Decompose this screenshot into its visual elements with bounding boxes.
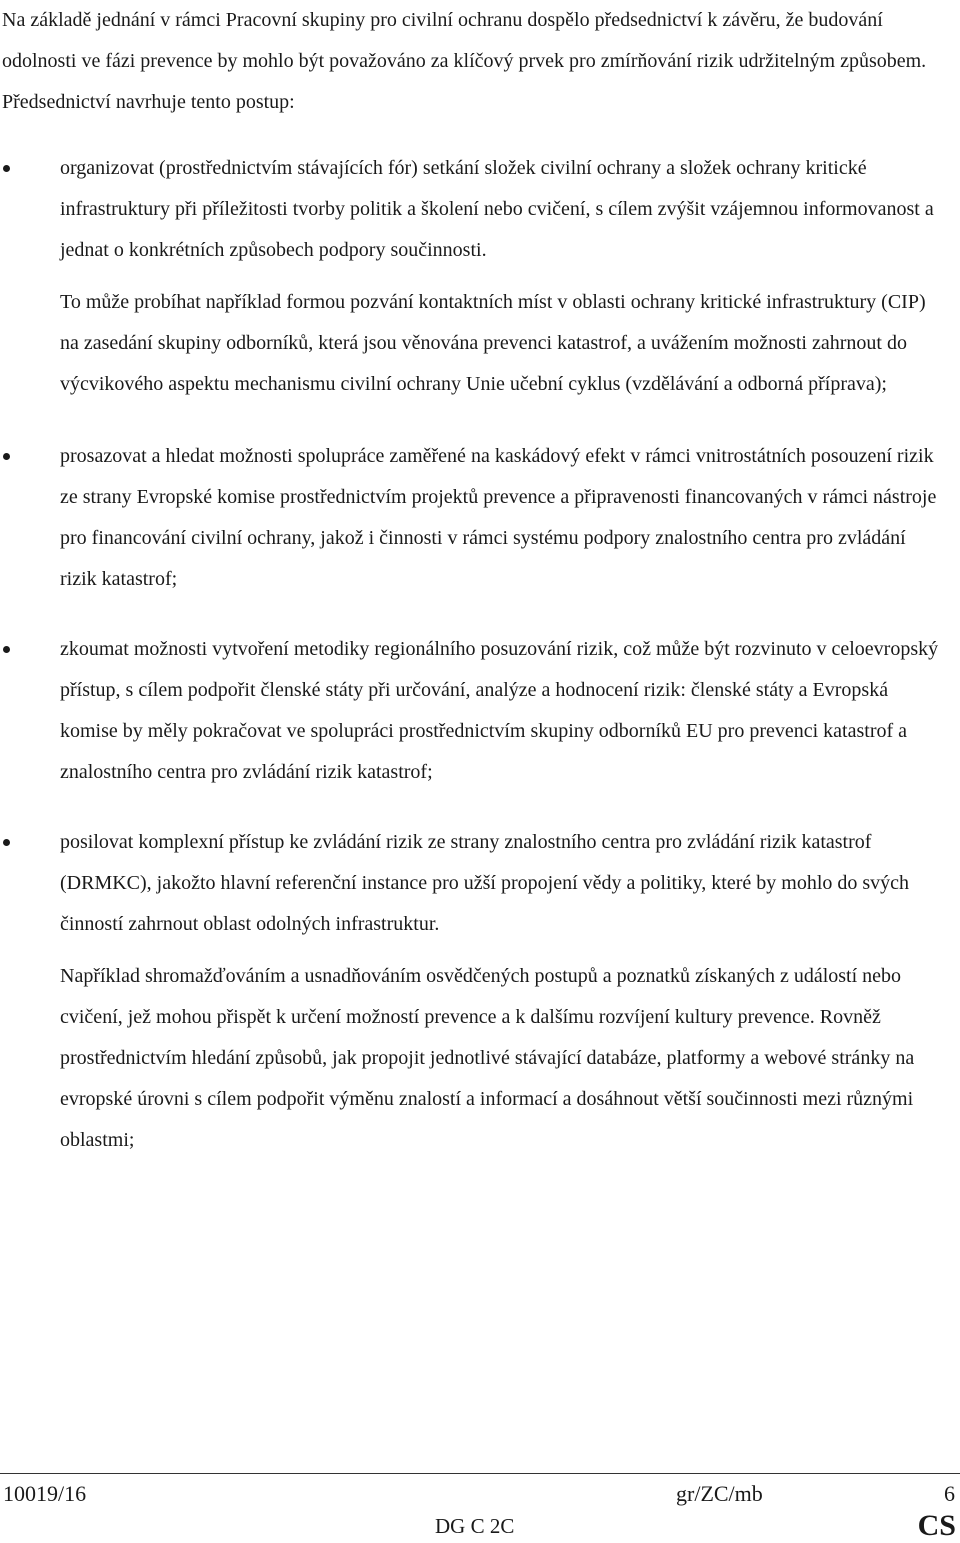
list-item bbox=[0, 629, 960, 793]
list-item-text: prosazovat a hledat možnosti spolupráce zaměřené na kaskádový efekt v rámci vnitrostátních posouzení rizik ze strany Evropské komise prostřednictvím projektů prevence a připravenosti financovaných v rámci nástroje pro financování civilní ochrany, jakož i činnosti v rámci systému podpory znalostního centra pro zvládání rizik katastrof; bbox=[60, 445, 937, 590]
list-item-subparagraph: Například shromažďováním a usnadňováním osvědčených postupů a poznatků získaných z událostí nebo cvičení, jež mohou přispět k určení možností prevence a k dalšímu rozvíjení kultury prevence. Rovněž prostřednictvím hledání způsobů, jak propojit jednotlivé stávající databáze, platformy a webové stránky na evropské úrovni s cílem podpořit výměnu znalostí a informací a dosáhnout větší součinnosti mezi různými oblastmi; bbox=[60, 965, 915, 1151]
page-number: 6 bbox=[944, 1481, 955, 1506]
proposal-list bbox=[0, 148, 960, 1161]
bullet-icon bbox=[3, 839, 10, 846]
intro-paragraph: Na základě jednání v rámci Pracovní skupiny pro civilní ochranu dospělo předsednictví k závěru, že budování odolnosti ve fázi prevence by mohlo být považováno za klíčový prvek pro zmírňování rizik udržitelným způsobem. Předsednictví navrhuje tento postup: bbox=[2, 9, 927, 113]
language-code: CS bbox=[917, 1509, 956, 1542]
list-item-text: posilovat komplexní přístup ke zvládání rizik ze strany znalostního centra pro zvládání rizik katastrof (DRMKC), jakožto hlavní referenční instance pro užší propojení vědy a politiky, které by mohlo do svých činností zahrnout oblast odolných infrastruktur. bbox=[60, 831, 910, 935]
footer-divider bbox=[0, 1473, 960, 1474]
list-item bbox=[0, 436, 960, 600]
list-item bbox=[0, 148, 960, 405]
bullet-icon bbox=[3, 453, 10, 460]
author-initials: gr/ZC/mb bbox=[676, 1481, 763, 1506]
bullet-icon bbox=[3, 646, 10, 653]
list-item-text: organizovat (prostřednictvím stávajících fór) setkání složek civilní ochrany a složek ochrany kritické infrastruktury při příležitosti tvorby politik a školení nebo cvičení, s cílem zvýšit vzájemnou informovanost a jednat o konkrétních způsobech podpory součinnosti. bbox=[60, 157, 934, 261]
bullet-icon bbox=[3, 165, 10, 172]
document-number: 10019/16 bbox=[3, 1481, 87, 1506]
list-item-text: zkoumat možnosti vytvoření metodiky regionálního posuzování rizik, což může být rozvinuto v celoevropský přístup, s cílem podpořit členské státy při určování, analýze a hodnocení rizik: členské státy a Evropská komise by měly pokračovat ve spolupráci prostřednictvím skupiny odborníků EU pro prevenci katastrof a znalostního centra pro zvládání rizik katastrof; bbox=[60, 638, 939, 783]
list-item bbox=[0, 822, 960, 1161]
directorate-code: DG C 2C bbox=[435, 1514, 515, 1538]
list-item-subparagraph: To může probíhat například formou pozvání kontaktních míst v oblasti ochrany kritické infrastruktury (CIP) na zasedání skupiny odborníků, která jsou věnována prevenci katastrof, a uvážením možnosti zahrnout do výcvikového aspektu mechanismu civilní ochrany Unie učební cyklus (vzdělávání a odborná příprava); bbox=[60, 291, 926, 395]
